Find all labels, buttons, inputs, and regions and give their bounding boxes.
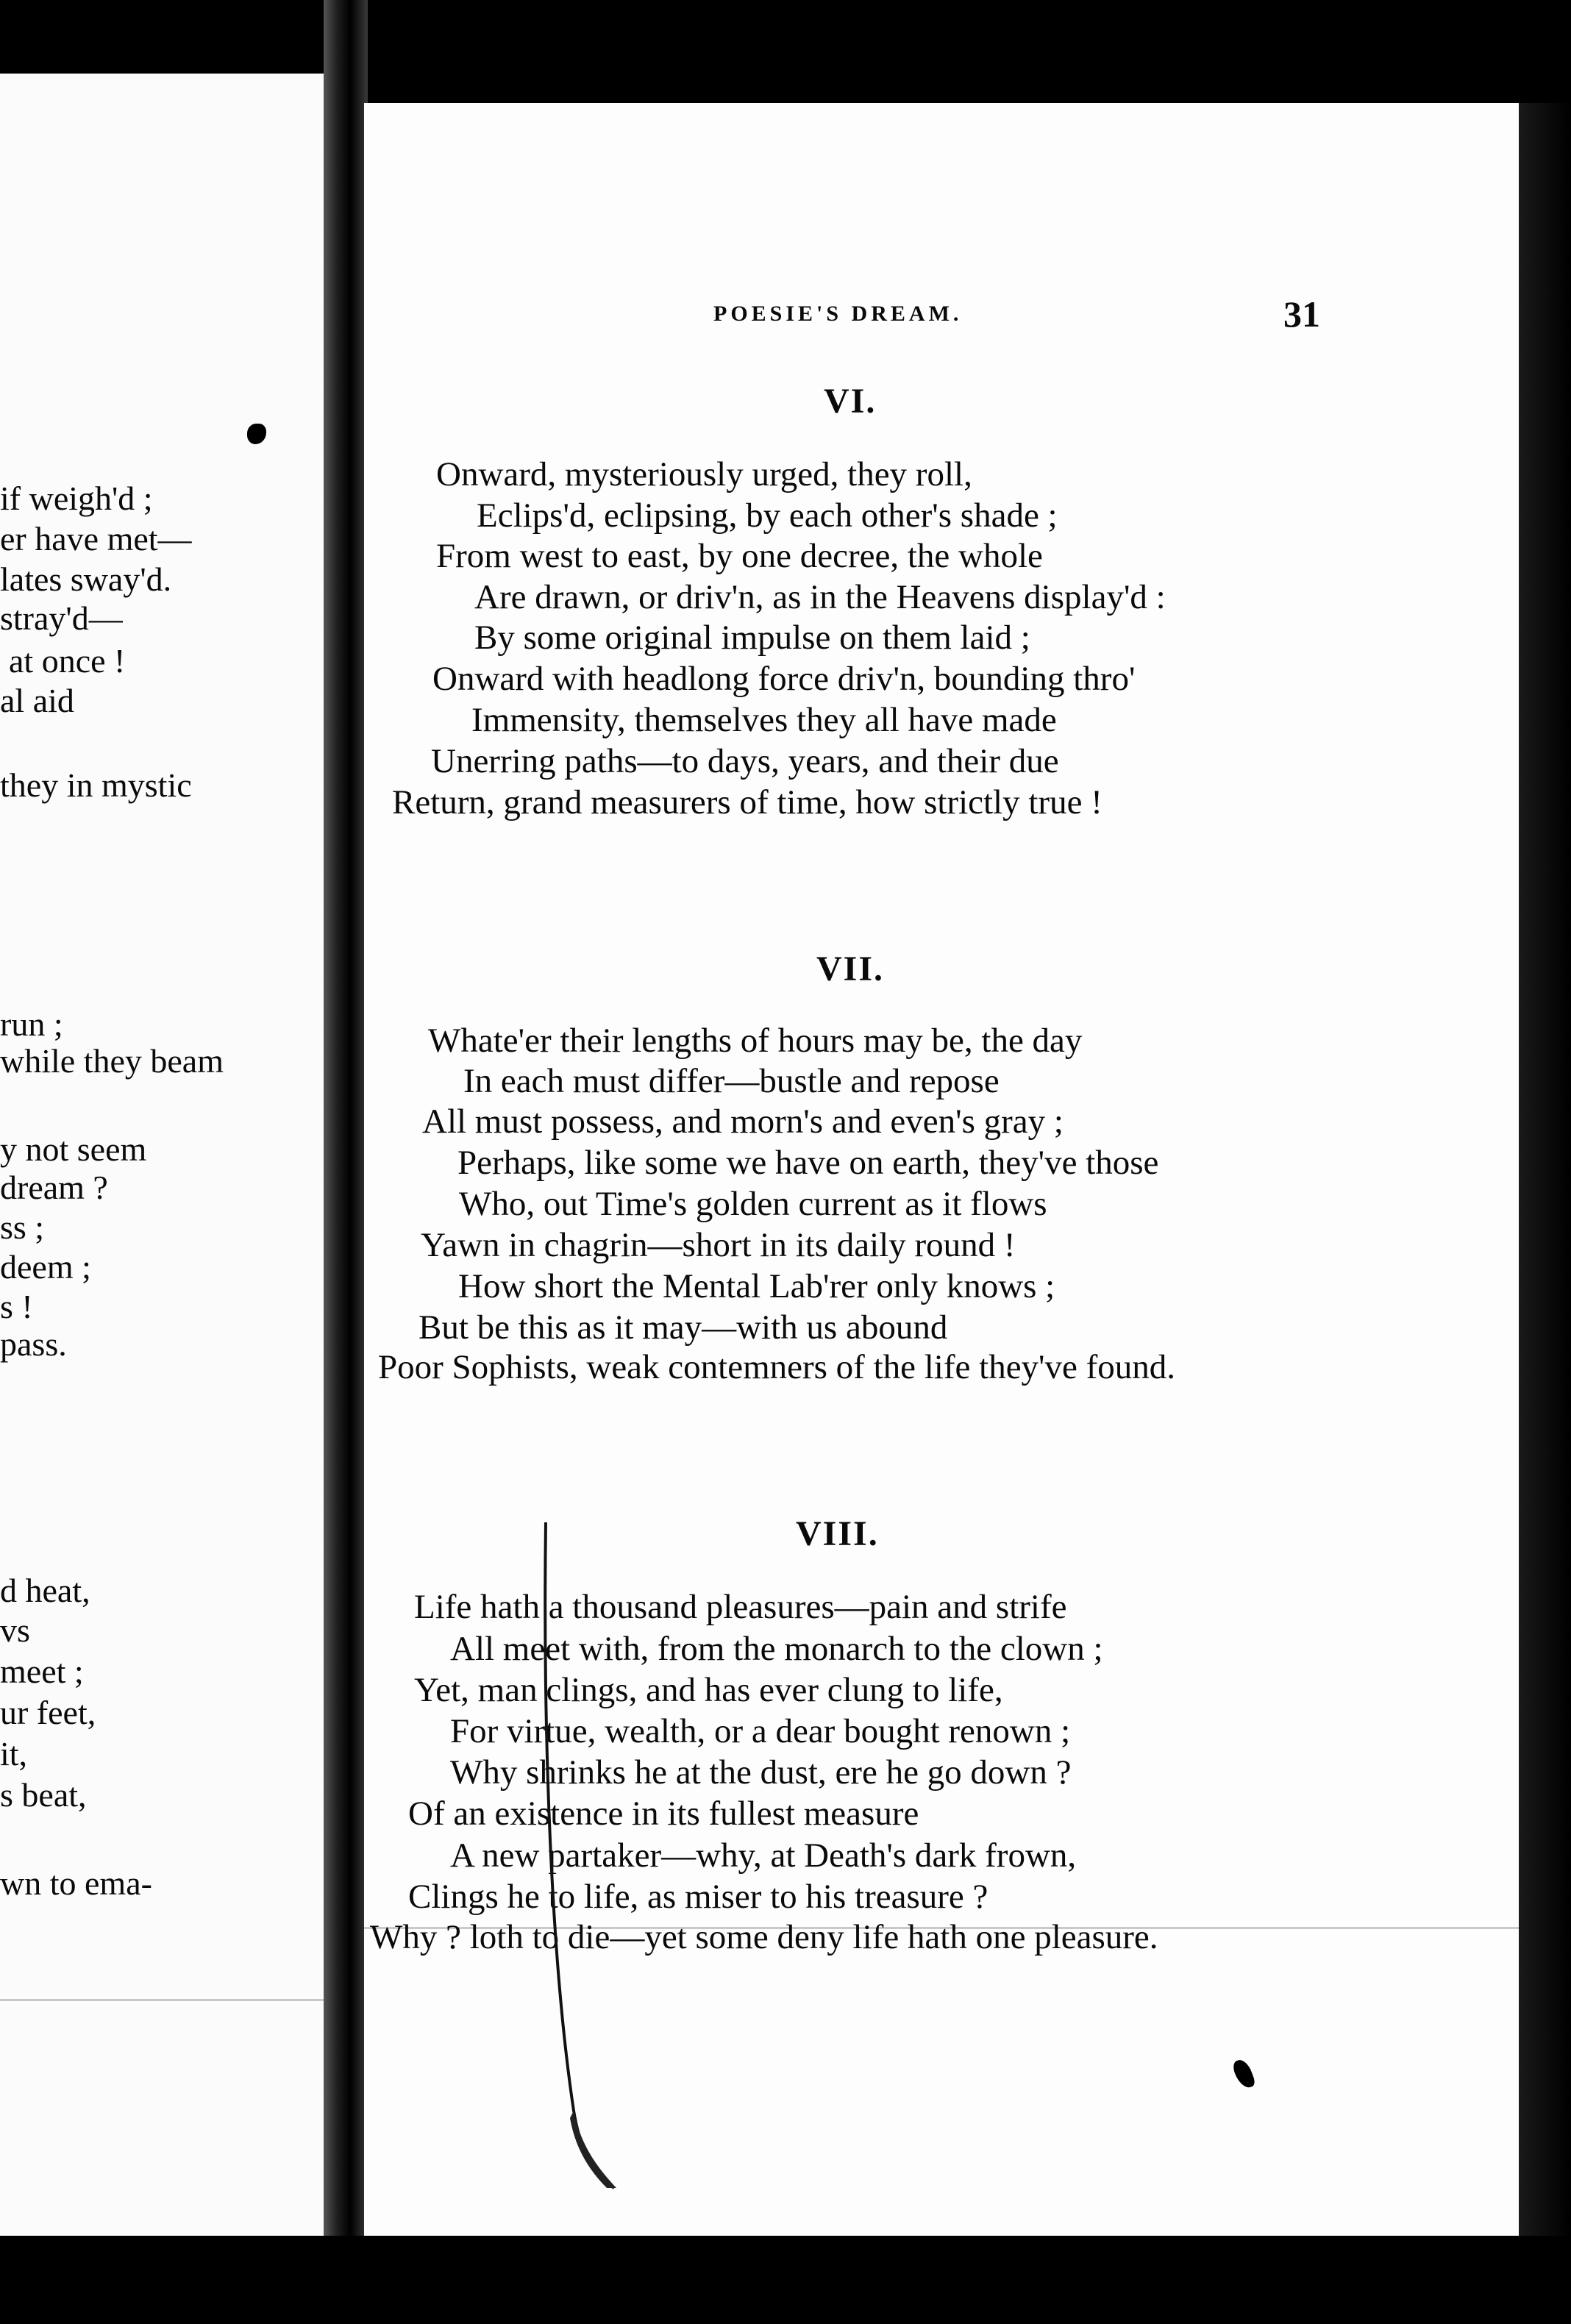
left-line: run ; [0, 1005, 63, 1043]
left-line: ur feet, [0, 1694, 96, 1731]
scan-line [0, 1999, 346, 2001]
running-title: POESIE'S DREAM. [713, 302, 963, 326]
stanza-number: VII. [816, 949, 885, 988]
left-line: s beat, [0, 1776, 87, 1814]
left-line: pass. [0, 1325, 67, 1363]
left-line: dream ? [0, 1169, 108, 1206]
poem-line: For virtue, wealth, or a dear bought renown ; [450, 1712, 1071, 1750]
left-line: meet ; [0, 1653, 84, 1690]
left-line: er have met— [0, 520, 192, 557]
left-line: deem ; [0, 1248, 91, 1286]
left-line: they in mystic [0, 766, 192, 804]
poem-line: Clings he to life, as miser to his treasure ? [408, 1878, 988, 1916]
left-line: d heat, [0, 1572, 90, 1609]
poem-line: By some original impulse on them laid ; [474, 619, 1030, 657]
ink-blot [247, 424, 266, 444]
left-page-fragment [0, 74, 346, 2250]
poem-line: In each must differ—bustle and repose [463, 1062, 1000, 1100]
poem-line: Who, out Time's golden current as it flows [459, 1185, 1047, 1223]
poem-line: Eclips'd, eclipsing, by each other's shade ; [477, 496, 1058, 535]
stanza-number: VIII. [796, 1514, 879, 1553]
book-gutter [324, 0, 368, 2250]
poem-line: Why ? loth to die—yet some deny life hath one pleasure. [370, 1918, 1158, 1956]
left-line: al aid [0, 682, 74, 719]
poem-line: All must possess, and morn's and even's gray ; [422, 1102, 1064, 1141]
poem-line: Yawn in chagrin—short in its daily round ! [421, 1226, 1016, 1264]
poem-line: Return, grand measurers of time, how strictly true ! [392, 783, 1102, 821]
left-line: wn to ema- [0, 1864, 152, 1902]
left-line: at once ! [9, 642, 126, 680]
left-line: s ! [0, 1288, 33, 1325]
poem-line: How short the Mental Lab'rer only knows ; [458, 1267, 1055, 1305]
poem-line: Onward, mysteriously urged, they roll, [436, 455, 972, 493]
left-line: if weigh'd ; [0, 480, 153, 517]
left-line: stray'd— [0, 599, 123, 637]
poem-line: But be this as it may—with us abound [418, 1308, 948, 1347]
poem-line: Are drawn, or driv'n, as in the Heavens display'd : [474, 578, 1166, 616]
left-line: ss ; [0, 1208, 45, 1246]
scan-bottom-border [0, 2236, 1571, 2324]
page-edge-shadow [1519, 103, 1571, 2236]
poem-line: Perhaps, like some we have on earth, they've those [457, 1144, 1159, 1182]
left-line: lates sway'd. [0, 560, 172, 598]
left-line: y not seem [0, 1130, 147, 1168]
poem-line: A new partaker—why, at Death's dark frown, [450, 1836, 1077, 1875]
poem-line: From west to east, by one decree, the whole [436, 537, 1043, 575]
poem-line: Unerring paths—to days, years, and their due [431, 742, 1059, 780]
poem-line: Whate'er their lengths of hours may be, the day [428, 1022, 1083, 1060]
poem-line: All meet with, from the monarch to the clown ; [450, 1630, 1103, 1668]
poem-line: Of an existence in its fullest measure [408, 1794, 919, 1833]
left-line: while they beam [0, 1042, 224, 1080]
poem-line: Immensity, themselves they all have made [471, 701, 1057, 739]
left-line: it, [0, 1735, 28, 1772]
poem-line: Onward with headlong force driv'n, bounding thro' [432, 660, 1136, 698]
page-number: 31 [1283, 293, 1320, 335]
poem-line: Poor Sophists, weak contemners of the life they've found. [378, 1348, 1176, 1386]
poem-line: Yet, man clings, and has ever clung to life, [414, 1671, 1003, 1709]
stanza-number: VI. [824, 382, 877, 421]
poem-line: Life hath a thousand pleasures—pain and strife [414, 1588, 1067, 1626]
left-line: vs [0, 1611, 30, 1649]
scratch-mark [530, 1522, 625, 2199]
poem-line: Why shrinks he at the dust, ere he go down ? [450, 1753, 1072, 1792]
